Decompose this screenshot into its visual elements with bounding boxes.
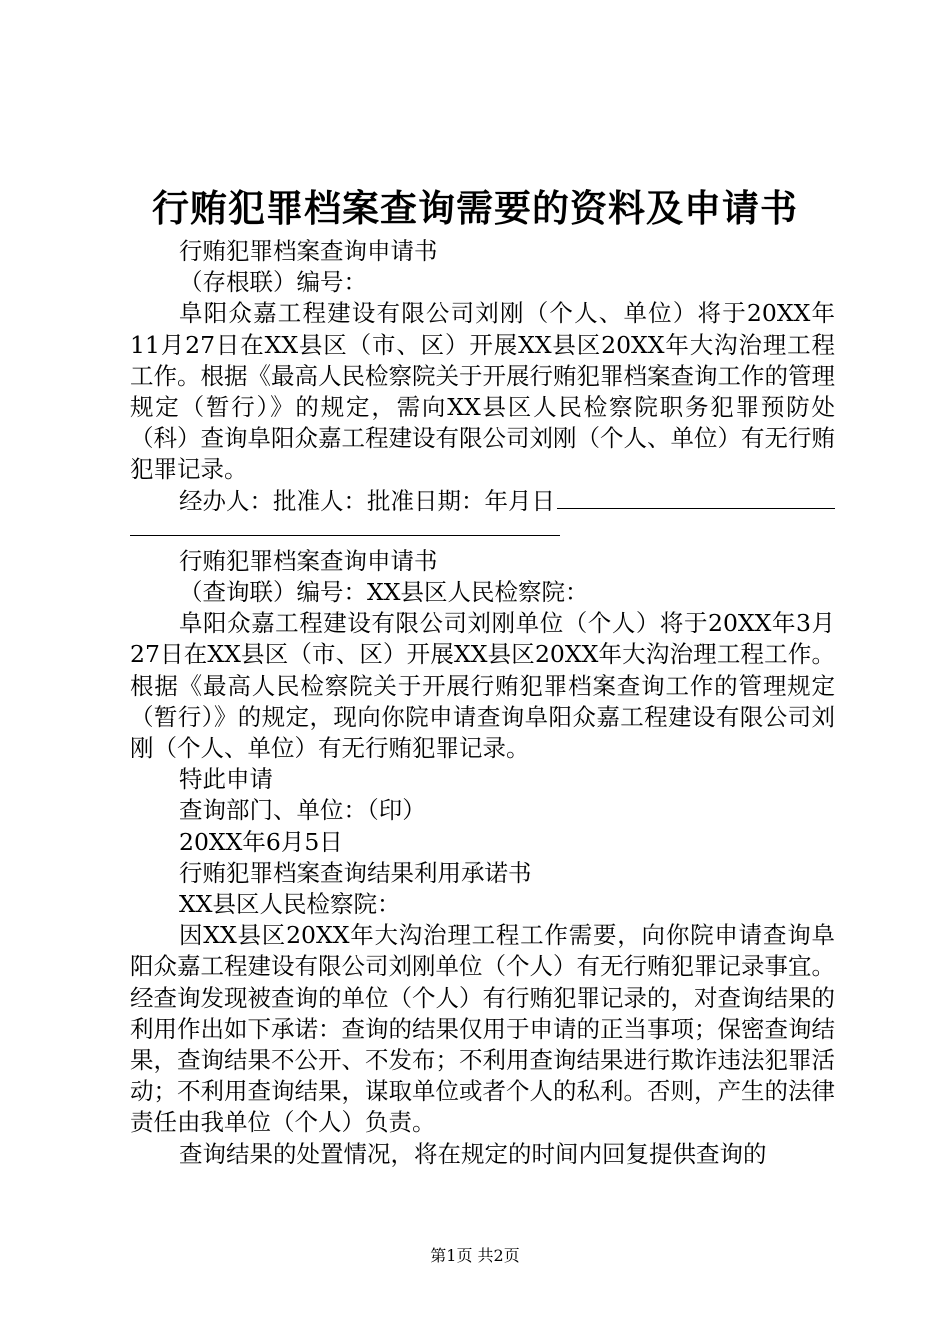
section2-closing: 特此申请 bbox=[179, 765, 273, 794]
page-title: 行贿犯罪档案查询需要的资料及申请书 bbox=[152, 186, 798, 230]
section1-heading: 行贿犯罪档案查询申请书 bbox=[179, 237, 438, 265]
section1-signoff: 经办人：批准人：批准日期：年月日 bbox=[179, 486, 555, 515]
section3-addressee: XX县区人民检察院： bbox=[179, 890, 401, 919]
section2-heading: 行贿犯罪档案查询申请书 bbox=[179, 546, 438, 575]
section2-number-line: （查询联）编号：XX县区人民检察院： bbox=[179, 578, 589, 607]
section2-date: 20XX年6月5日 bbox=[179, 827, 343, 856]
signoff-underline bbox=[557, 486, 835, 509]
section2-dept: 查询部门、单位：（印） bbox=[179, 796, 426, 825]
section1-signoff-row bbox=[130, 486, 835, 517]
document-body bbox=[130, 236, 835, 1170]
section1-number-line: （存根联）编号： bbox=[179, 268, 367, 297]
section3-paragraph2: 查询结果的处置情况，将在规定的时间内回复提供查询的 bbox=[179, 1139, 767, 1168]
section3-paragraph: 因XX县区20XX年大沟治理工程工作需要，向你院申请查询阜阳众嘉工程建设有限公司刘刚单位（个人）有无行贿犯罪记录事宜。经查询发现被查询的单位（个人）有行贿犯罪记录的，对查询结果的利用作出如下承诺：查询的结果仅用于申请的正当事项；保密查询结果，查询结果不公开、不发布；不利用查询结果进行欺诈违法犯罪活动；不利用查询结果，谋取单位或者个人的私利。否则，产生的法律责任由我单位（个人）负责。 bbox=[130, 921, 835, 1137]
section3-heading: 行贿犯罪档案查询结果利用承诺书 bbox=[179, 858, 532, 887]
page-footer: 第1页 共2页 bbox=[430, 1246, 520, 1265]
section2-paragraph: 阜阳众嘉工程建设有限公司刘刚单位（个人）将于20XX年3月27日在XX县区（市、区）开展XX县区20XX年大沟治理工程工作。根据《最高人民检察院关于开展行贿犯罪档案查询工作的管理规定（暂行）》的规定，现向你院申请查询阜阳众嘉工程建设有限公司刘刚（个人、单位）有无行贿犯罪记录。 bbox=[130, 609, 835, 763]
section1-paragraph: 阜阳众嘉工程建设有限公司刘刚（个人、单位）将于20XX年11月27日在XX县区（市、区）开展XX县区20XX年大沟治理工程工作。根据《最高人民检察院关于开展行贿犯罪档案查询工作的管理规定（暂行）》的规定，需向XX县区人民检察院职务犯罪预防处（科）查询阜阳众嘉工程建设有限公司刘刚（个人、单位）有无行贿犯罪记录。 bbox=[130, 299, 835, 484]
separator-underline bbox=[130, 517, 560, 536]
